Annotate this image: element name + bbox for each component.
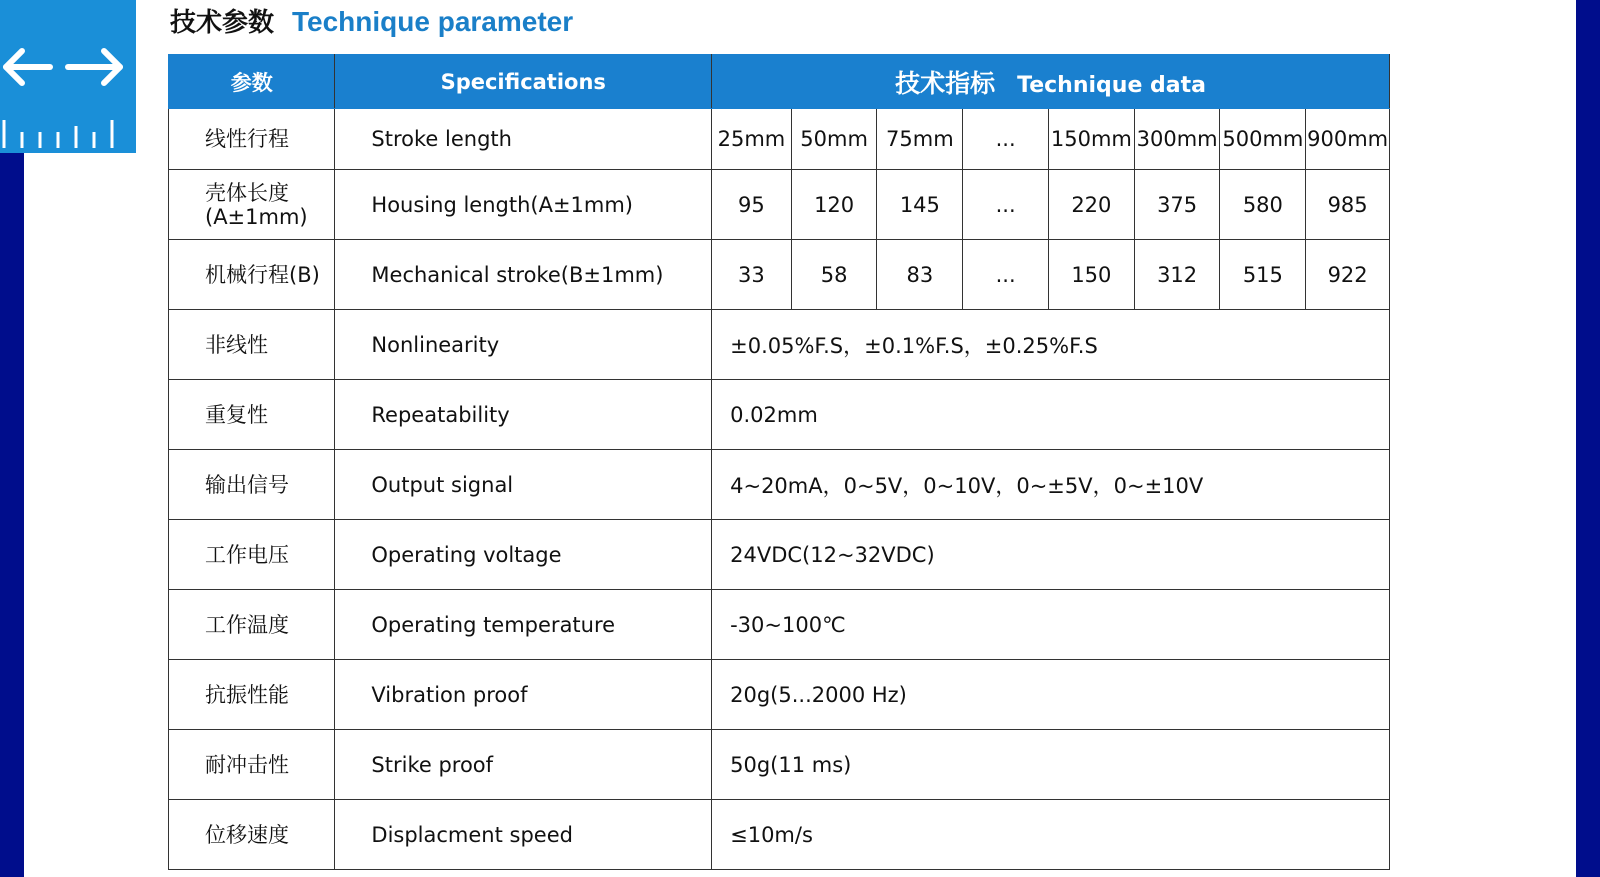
logo bbox=[0, 0, 136, 153]
mechanical-value: ... bbox=[963, 240, 1049, 310]
param-cell: 输出信号 bbox=[169, 450, 335, 520]
mechanical-value: 312 bbox=[1134, 240, 1220, 310]
value-cell: 0.02mm bbox=[712, 380, 1390, 450]
housing-value: 985 bbox=[1306, 170, 1390, 240]
param-cell: 非线性 bbox=[169, 310, 335, 380]
mechanical-value: 150 bbox=[1048, 240, 1134, 310]
page-title bbox=[170, 2, 573, 42]
ruler-icon bbox=[0, 118, 136, 150]
stroke-value: 300mm bbox=[1134, 109, 1220, 170]
header-param: 参数 bbox=[169, 55, 335, 109]
value-cell: 20g(5...2000 Hz) bbox=[712, 660, 1390, 730]
spec-table bbox=[168, 54, 1390, 870]
mechanical-value: 83 bbox=[877, 240, 963, 310]
spec-cell: Strike proof bbox=[335, 730, 712, 800]
param-cell: 耐冲击性 bbox=[169, 730, 335, 800]
table-row-output-signal bbox=[169, 450, 1390, 520]
table-row-vibration-proof bbox=[169, 660, 1390, 730]
table-row-stroke bbox=[169, 109, 1390, 170]
param-cell: 抗振性能 bbox=[169, 660, 335, 730]
header-tech bbox=[712, 55, 1390, 109]
value-cell: ≤10m/s bbox=[712, 800, 1390, 870]
mechanical-value: 515 bbox=[1220, 240, 1306, 310]
housing-value: 145 bbox=[877, 170, 963, 240]
mechanical-value: 922 bbox=[1306, 240, 1390, 310]
value-cell: ±0.05%F.S，±0.1%F.S，±0.25%F.S bbox=[712, 310, 1390, 380]
housing-value: 220 bbox=[1048, 170, 1134, 240]
stroke-value: 75mm bbox=[877, 109, 963, 170]
double-arrow-icon bbox=[0, 40, 136, 94]
header-spec: Specifications bbox=[335, 55, 712, 109]
title-en: Technique parameter bbox=[292, 6, 574, 37]
table-row-nonlinearity bbox=[169, 310, 1390, 380]
value-cell: -30~100℃ bbox=[712, 590, 1390, 660]
title-cn: 技术参数 bbox=[170, 8, 275, 38]
param-cell: 工作电压 bbox=[169, 520, 335, 590]
param-cell: 机械行程(B) bbox=[169, 240, 335, 310]
spec-cell: Stroke length bbox=[335, 109, 712, 170]
stroke-value: 500mm bbox=[1220, 109, 1306, 170]
spec-cell: Repeatability bbox=[335, 380, 712, 450]
header-tech-cn: 技术指标 bbox=[895, 68, 996, 98]
stroke-value: 50mm bbox=[791, 109, 877, 170]
spec-cell: Operating temperature bbox=[335, 590, 712, 660]
param-cell: 工作温度 bbox=[169, 590, 335, 660]
stroke-value: 150mm bbox=[1048, 109, 1134, 170]
table-row-operating-temperature bbox=[169, 590, 1390, 660]
housing-value: 120 bbox=[791, 170, 877, 240]
spec-cell: Output signal bbox=[335, 450, 712, 520]
mechanical-value: 58 bbox=[791, 240, 877, 310]
param-cell: 壳体长度 (A±1mm) bbox=[169, 170, 335, 240]
housing-value: ... bbox=[963, 170, 1049, 240]
value-cell: 4~20mA，0~5V，0~10V，0~±5V，0~±10V bbox=[712, 450, 1390, 520]
table-row-strike-proof bbox=[169, 730, 1390, 800]
mechanical-value: 33 bbox=[712, 240, 792, 310]
param-cell: 位移速度 bbox=[169, 800, 335, 870]
table-row-displacement-speed bbox=[169, 800, 1390, 870]
value-cell: 24VDC(12~32VDC) bbox=[712, 520, 1390, 590]
stroke-value: 900mm bbox=[1306, 109, 1390, 170]
table-row-mechanical bbox=[169, 240, 1390, 310]
table-row-repeatability bbox=[169, 380, 1390, 450]
spec-cell: Displacment speed bbox=[335, 800, 712, 870]
spec-cell: Nonlinearity bbox=[335, 310, 712, 380]
stroke-value: ... bbox=[963, 109, 1049, 170]
param-cell: 线性行程 bbox=[169, 109, 335, 170]
spec-cell: Mechanical stroke(B±1mm) bbox=[335, 240, 712, 310]
spec-cell: Vibration proof bbox=[335, 660, 712, 730]
header-tech-en: Technique data bbox=[1017, 72, 1206, 98]
param-cell: 重复性 bbox=[169, 380, 335, 450]
spec-cell: Housing length(A±1mm) bbox=[335, 170, 712, 240]
value-cell: 50g(11 ms) bbox=[712, 730, 1390, 800]
table-row-operating-voltage bbox=[169, 520, 1390, 590]
spec-cell: Operating voltage bbox=[335, 520, 712, 590]
housing-value: 375 bbox=[1134, 170, 1220, 240]
table-header-row bbox=[169, 55, 1390, 109]
table-row-housing bbox=[169, 170, 1390, 240]
housing-value: 580 bbox=[1220, 170, 1306, 240]
housing-value: 95 bbox=[712, 170, 792, 240]
stroke-value: 25mm bbox=[712, 109, 792, 170]
